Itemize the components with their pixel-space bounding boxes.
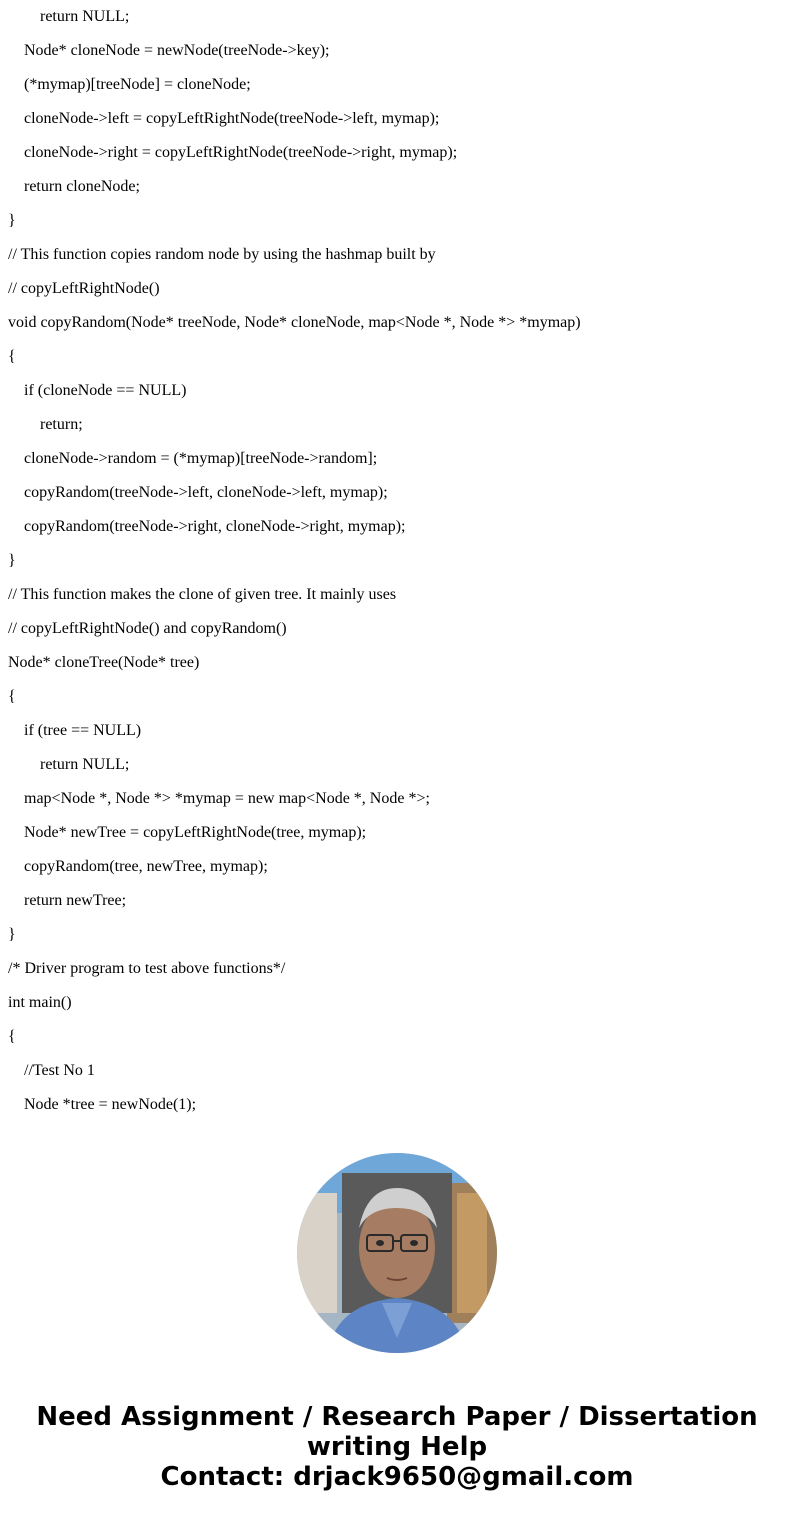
code-line: return NULL;	[40, 8, 130, 25]
code-line: map<Node *, Node *> *mymap = new map<Node *, Node *>;	[24, 790, 430, 807]
code-line: {	[8, 1028, 16, 1045]
code-line: // copyLeftRightNode() and copyRandom()	[8, 620, 287, 637]
code-line: if (tree == NULL)	[24, 722, 142, 739]
promo-contact: Contact: drjack9650@gmail.com	[160, 1462, 634, 1492]
code-line: Node *tree = newNode(1);	[24, 1096, 197, 1113]
code-line: /* Driver program to test above functions*/	[8, 960, 286, 977]
code-line: //Test No 1	[24, 1062, 95, 1079]
code-line: }	[8, 212, 16, 229]
code-line: return;	[40, 416, 83, 433]
code-listing	[8, 0, 788, 1122]
code-line: }	[8, 926, 16, 943]
promo-banner	[0, 1402, 794, 1492]
code-line: Node* cloneTree(Node* tree)	[8, 654, 200, 671]
code-line: Node* cloneNode = newNode(treeNode->key);	[24, 42, 330, 59]
code-line: (*mymap)[treeNode] = cloneNode;	[24, 76, 251, 93]
code-line: {	[8, 688, 16, 705]
code-line: Node* newTree = copyLeftRightNode(tree, mymap);	[24, 824, 367, 841]
author-avatar	[297, 1153, 497, 1353]
code-line: copyRandom(treeNode->right, cloneNode->right, mymap);	[24, 518, 406, 535]
code-line: int main()	[8, 994, 72, 1011]
promo-line-2: writing Help	[306, 1432, 488, 1462]
code-line: return cloneNode;	[24, 178, 140, 195]
code-line: if (cloneNode == NULL)	[24, 382, 187, 399]
promo-line-1: Need Assignment / Research Paper / Dissertation	[36, 1402, 758, 1432]
code-line: cloneNode->left = copyLeftRightNode(treeNode->left, mymap);	[24, 110, 440, 127]
code-line: copyRandom(treeNode->left, cloneNode->left, mymap);	[24, 484, 388, 501]
code-line: // This function copies random node by using the hashmap built by	[8, 246, 436, 263]
code-line: cloneNode->random = (*mymap)[treeNode->random];	[24, 450, 378, 467]
code-line: {	[8, 348, 16, 365]
code-line: }	[8, 552, 16, 569]
code-line: // This function makes the clone of given tree. It mainly uses	[8, 586, 397, 603]
code-line: void copyRandom(Node* treeNode, Node* cloneNode, map<Node *, Node *> *mymap)	[8, 314, 581, 331]
code-line: copyRandom(tree, newTree, mymap);	[24, 858, 268, 875]
author-portrait-icon	[297, 1153, 497, 1353]
code-line: cloneNode->right = copyLeftRightNode(treeNode->right, mymap);	[24, 144, 458, 161]
code-line: // copyLeftRightNode()	[8, 280, 160, 297]
code-line: return newTree;	[24, 892, 127, 909]
code-line: return NULL;	[40, 756, 130, 773]
